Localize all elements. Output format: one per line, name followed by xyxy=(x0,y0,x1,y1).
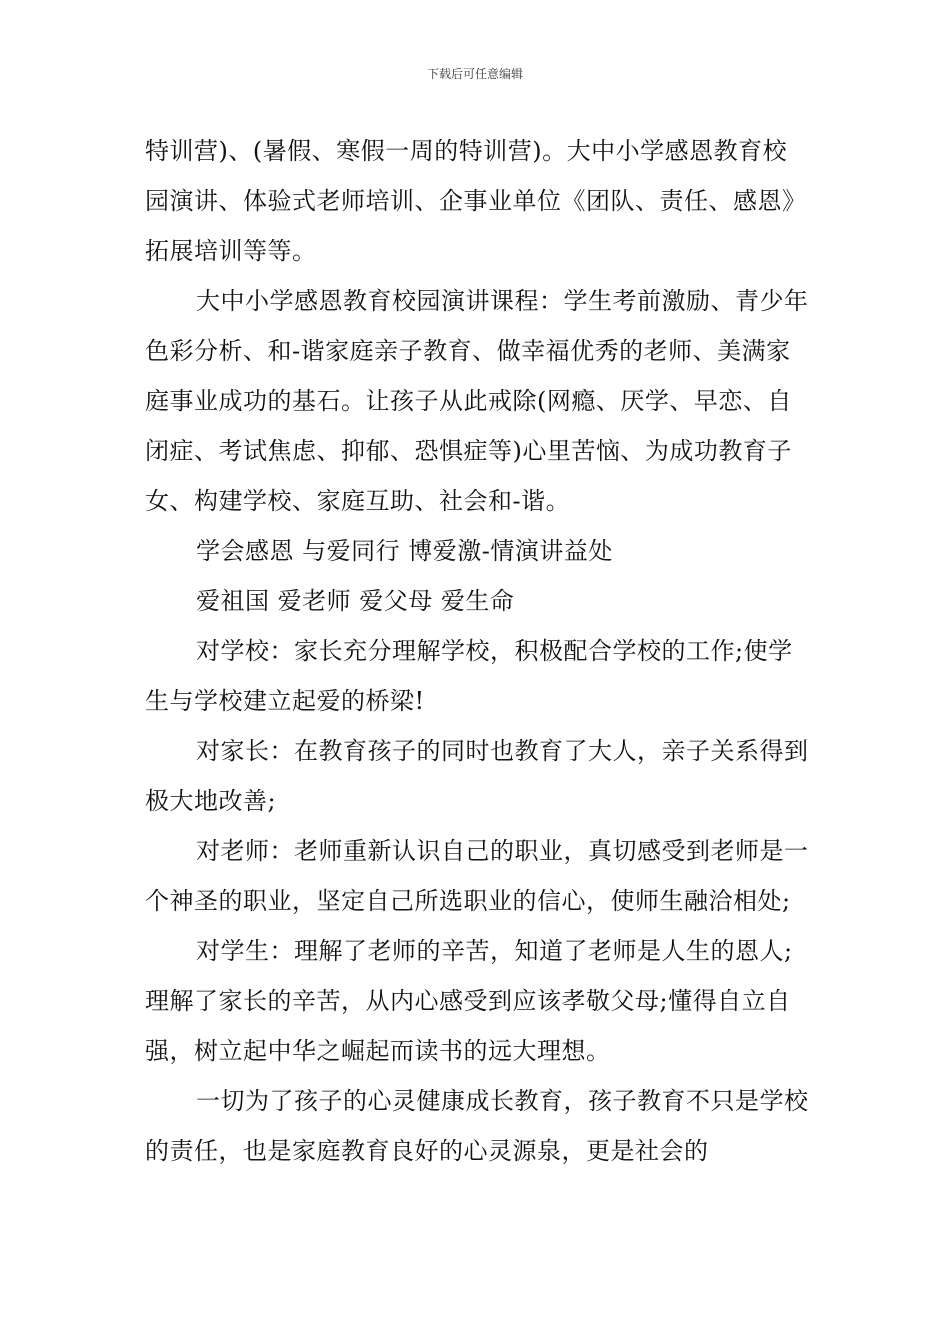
paragraph-7: 对老师：老师重新认识自己的职业，真切感受到老师是一个神圣的职业，坚定自己所选职业的信心，使师生融洽相处; xyxy=(145,837,809,915)
paragraph-6: 对家长：在教育孩子的同时也教育了大人，亲子关系得到极大地改善; xyxy=(145,737,809,815)
document-body xyxy=(145,126,810,1176)
paragraph-3: 学会感恩 与爱同行 博爱激-情演讲益处 xyxy=(196,537,613,565)
page-header: 下载后可任意编辑 xyxy=(426,67,523,81)
paragraph-1: 特训营)、(暑假、寒假一周的特训营)。大中小学感恩教育校园演讲、体验式老师培训、企事业单位《团队、责任、感恩》拓展培训等等。 xyxy=(145,137,807,265)
paragraph-8: 对学生：理解了老师的辛苦，知道了老师是人生的恩人;理解了家长的辛苦，从内心感受到应该孝敬父母;懂得自立自强，树立起中华之崛起而读书的远大理想。 xyxy=(145,937,793,1065)
paragraph-5: 对学校：家长充分理解学校，积极配合学校的工作;使学生与学校建立起爱的桥梁! xyxy=(145,637,793,715)
paragraph-4: 爱祖国 爱老师 爱父母 爱生命 xyxy=(196,587,515,615)
paragraph-9: 一切为了孩子的心灵健康成长教育，孩子教育不只是学校的责任，也是家庭教育良好的心灵源泉，更是社会的 xyxy=(145,1087,809,1165)
paragraph-2: 大中小学感恩教育校园演讲课程：学生考前激励、青少年色彩分析、和-谐家庭亲子教育、做幸福优秀的老师、美满家庭事业成功的基石。让孩子从此戒除(网瘾、厌学、早恋、自闭症、考试焦虑、抑郁、恐惧症等)心里苦恼、为成功教育子女、构建学校、家庭互助、社会和-谐。 xyxy=(145,287,809,515)
